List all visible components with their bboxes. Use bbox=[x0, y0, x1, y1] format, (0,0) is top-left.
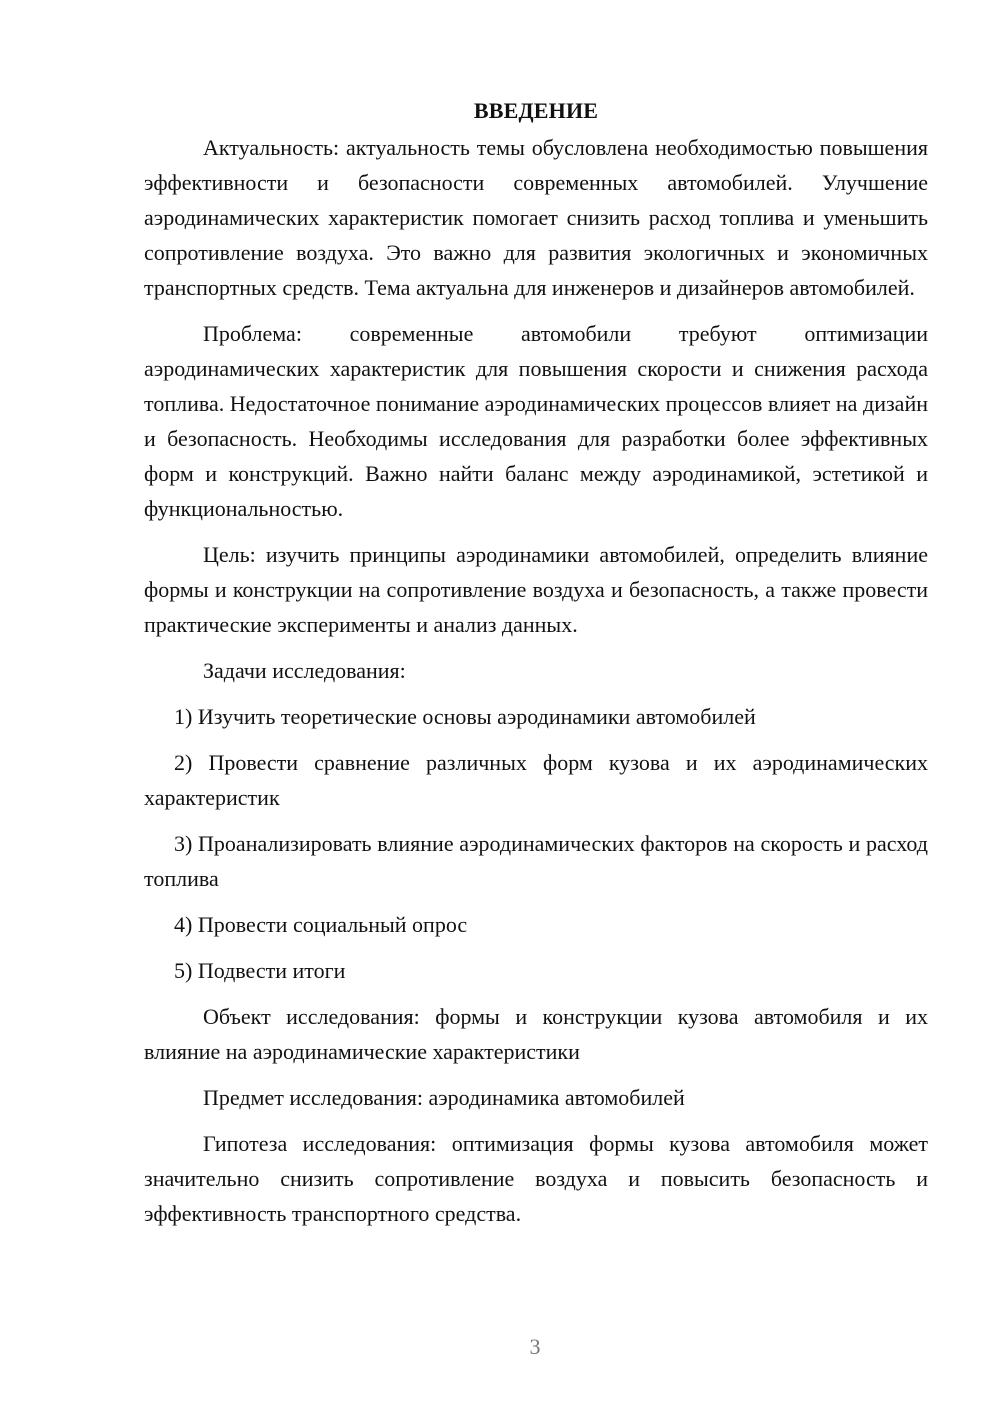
task-item: 5) Подвести итоги bbox=[174, 958, 346, 983]
paragraph-problem: Проблема: современные автомобили требуют оптимизации аэродинамических характеристик для повышения скорости и снижения расхода топлива. Недостаточное понимание аэродинамических процессов влияет на дизайн и безопасность. Необходимы исследования для разработки более эффективных форм и конструкций. Важно найти баланс между аэродинамикой, эстетикой и функциональностью. bbox=[144, 321, 928, 521]
task-item: 4) Провести социальный опрос bbox=[174, 912, 468, 937]
paragraph-hypothesis: Гипотеза исследования: оптимизация формы кузова автомобиля может значительно снизить сопротивление воздуха и повысить безопасность и эффективность транспортного средства. bbox=[144, 1131, 928, 1226]
task-item: 1) Изучить теоретические основы аэродинамики автомобилей bbox=[174, 704, 756, 729]
page-number: 3 bbox=[529, 1334, 541, 1359]
paragraph-object: Объект исследования: формы и конструкции кузова автомобиля и их влияние на аэродинамические характеристики bbox=[144, 1004, 928, 1064]
task-item: 3) Проанализировать влияние аэродинамических факторов на скорость и расход топлива bbox=[144, 831, 928, 891]
paragraph-subject: Предмет исследования: аэродинамика автомобилей bbox=[203, 1085, 685, 1110]
document-page bbox=[144, 96, 928, 1242]
page-title: ВВЕДЕНИЕ bbox=[473, 98, 599, 123]
task-item: 2) Провести сравнение различных форм кузова и их аэродинамических характеристик bbox=[144, 750, 928, 810]
paragraph-relevance: Актуальность: актуальность темы обусловлена необходимостью повышения эффективности и безопасности современных автомобилей. Улучшение аэродинамических характеристик помогает снизить расход топлива и уменьшить сопротивление воздуха. Это важно для развития экологичных и экономичных транспортных средств. Тема актуальна для инженеров и дизайнеров автомобилей. bbox=[144, 135, 928, 300]
paragraph-goal: Цель: изучить принципы аэродинамики автомобилей, определить влияние формы и конструкции на сопротивление воздуха и безопасность, а также провести практические эксперименты и анализ данных. bbox=[144, 542, 928, 637]
paragraph-tasks-heading: Задачи исследования: bbox=[203, 658, 406, 683]
